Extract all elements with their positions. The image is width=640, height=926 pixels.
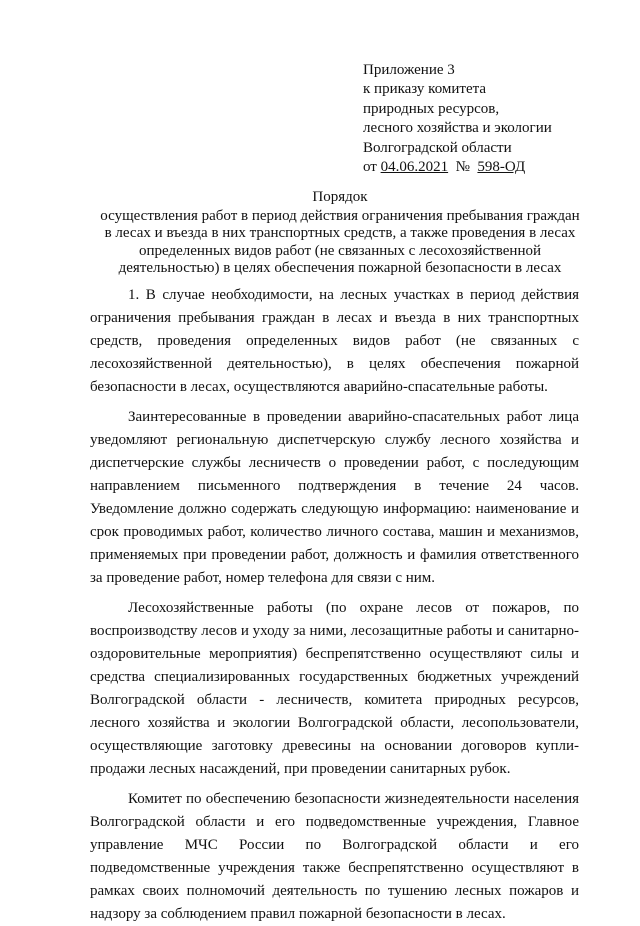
- appendix-committee-line2: лесного хозяйства и экологии: [363, 120, 552, 137]
- paragraph-1: 1. В случае необходимости, на лесных участках в период действия ограничения пребывания граждан в лесах и въезда в них транспортных средств, проведения определенных видов работ (не связанных с лесохозяйственной деятельностью), в целях обеспечения пожарной безопасности в лесах, осуществляются аварийно-спасательные работы.: [90, 287, 579, 395]
- document-title: [80, 189, 600, 278]
- title-line: осуществления работ в период действия ограничения пребывания граждан: [100, 207, 580, 224]
- date-prefix: от: [363, 159, 377, 176]
- number-sign: №: [455, 159, 470, 176]
- appendix-region: Волгоградской области: [363, 139, 512, 156]
- paragraph-2: Заинтересованные в проведении аварийно-спасательных работ лица уведомляют региональную диспетчерскую службу лесного хозяйства и диспетчерские службы лесничеств о проведении работ, с последующим направлением письменного подтверждения в течение 24 часов. Уведомление должно содержать следующую информацию: наименование и срок проводимых работ, количество личного состава, машин и механизмов, применяемых при проведении работ, должность и фамилия ответственного за проведение работ, номер телефона для связи с ним.: [90, 409, 579, 586]
- document-body: [90, 284, 579, 926]
- paragraph-4: Комитет по обеспечению безопасности жизнедеятельности населения Волгоградской области и его подведомственные учреждения, Главное управление МЧС России по Волгоградской области и его подведомственные учреждения также беспрепятственно осуществляют в рамках своих полномочий деятельность по тушению лесных пожаров и надзору за соблюдением правил пожарной безопасности в лесах.: [90, 791, 579, 922]
- title-line: определенных видов работ (не связанных с лесохозяйственной: [138, 242, 542, 259]
- paragraph-3: Лесохозяйственные работы (по охране лесов от пожаров, по воспроизводству лесов и уходу за ними, лесозащитные работы и санитарно-оздоровительные мероприятия) беспрепятственно осуществляют силы и средства специализированных государственных бюджетных учреждений Волгоградской области - лесничеств, комитета природных ресурсов, лесного хозяйства и экологии Волгоградской области, лесопользователи, осуществляющие заготовку древесины на основании договоров купли-продажи лесных насаждений, при проведении санитарных рубок.: [90, 600, 579, 777]
- title-line: деятельностью) в целях обеспечения пожарной безопасности в лесах: [118, 260, 562, 277]
- appendix-header: [363, 61, 552, 177]
- appendix-committee-line1: природных ресурсов,: [363, 100, 500, 117]
- order-date: 04.06.2021: [380, 159, 449, 176]
- appendix-order-ref: к приказу комитета: [363, 81, 487, 98]
- order-number: 598-ОД: [477, 159, 526, 176]
- appendix-date-number: [363, 158, 552, 177]
- title-line: в лесах и въезда в них транспортных средств, а также проведения в лесах: [104, 225, 576, 242]
- appendix-label: Приложение 3: [363, 62, 455, 78]
- title-heading: Порядок: [312, 189, 368, 205]
